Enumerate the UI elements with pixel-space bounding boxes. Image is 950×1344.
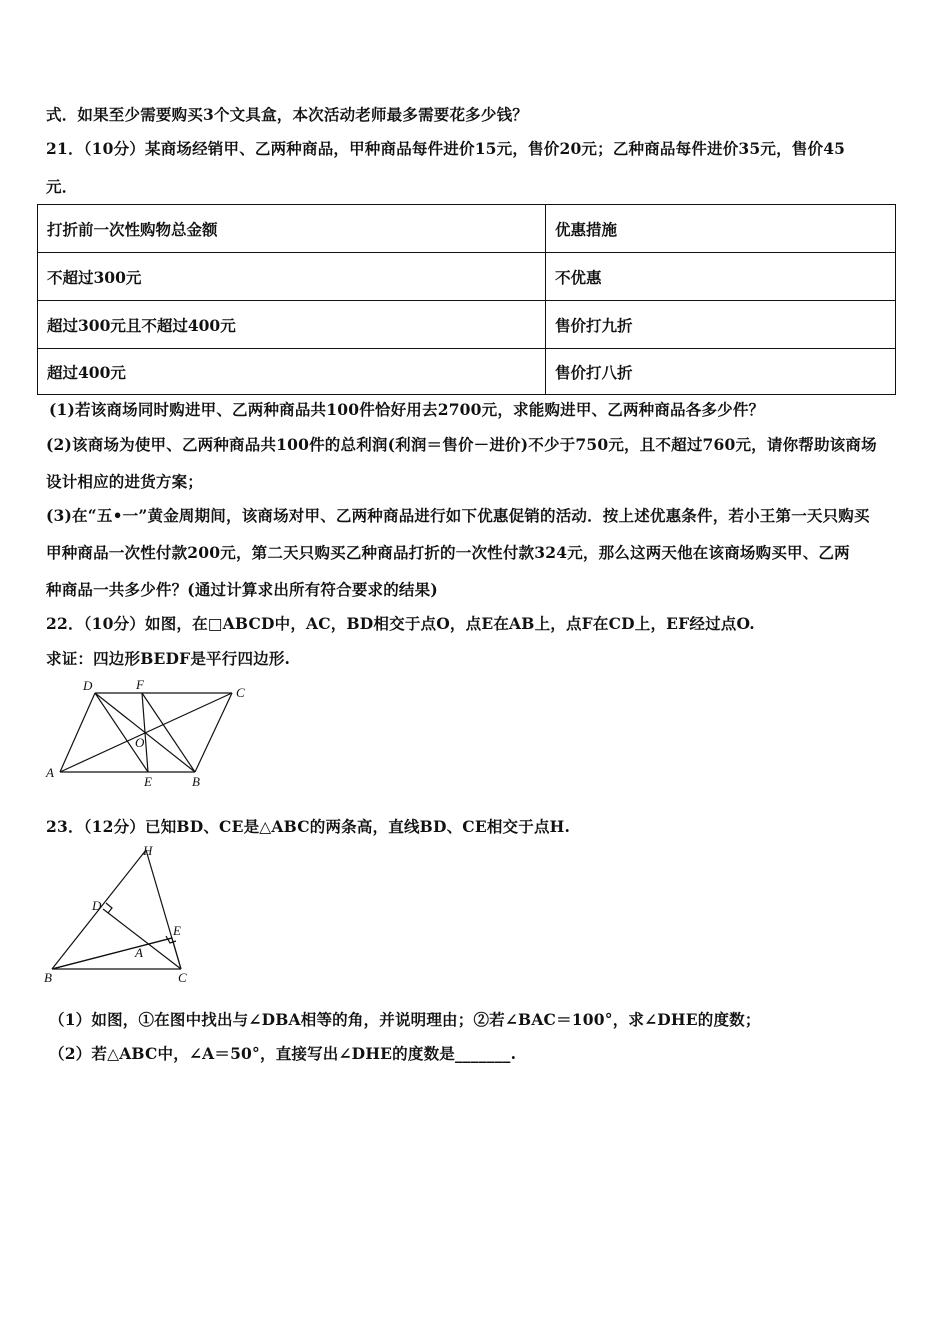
table-row — [38, 301, 895, 349]
q21-part2: (2)该商场为使甲、乙两种商品共100件的总利润(利润＝售价－进价)不少于750元，且不超过760元，请你帮助该商场 — [46, 435, 877, 454]
table-header-row — [38, 205, 895, 253]
altitude-bd-dir — [52, 938, 172, 969]
table-cell: 超过300元且不超过400元 — [38, 301, 546, 348]
discount-table — [37, 204, 896, 395]
label-f: F — [136, 677, 144, 692]
label-a: A — [46, 765, 54, 780]
label-c: C — [236, 685, 245, 700]
q23-stem: 23．（12分）已知BD、CE是△ABC的两条高，直线BD、CE相交于点H. — [46, 817, 571, 836]
q21-part3-cont: 甲种商品一次性付款200元，第二天只购买乙种商品打折的一次性付款324元，那么这两天他在该商场购买甲、乙两 — [46, 543, 850, 562]
label-b: B — [44, 970, 52, 985]
q21-part1: (1)若该商场同时购进甲、乙两种商品共100件恰好用去2700元，求能购进甲、乙两种商品各多少件？ — [49, 400, 765, 419]
triangle-altitudes-figure — [40, 842, 200, 987]
side-ad — [60, 693, 95, 772]
label-c: C — [178, 970, 187, 985]
label-a: A — [135, 945, 143, 960]
table-cell: 打折前一次性购物总金额 — [38, 205, 546, 252]
table-row — [38, 253, 895, 301]
q22-stem: 22．（10分）如图，在□ABCD中，AC，BD相交于点O，点E在AB上，点F在CD上，EF经过点O. — [46, 614, 755, 633]
table-cell: 超过400元 — [38, 349, 546, 395]
table-cell: 不优惠 — [555, 267, 602, 287]
label-e: E — [173, 923, 181, 938]
q23-part1: （1）如图，①在图中找出与∠DBA相等的角，并说明理由；②若∠BAC＝100°，求∠DHE的度数； — [49, 1010, 761, 1029]
q21-part2-cont: 设计相应的进货方案； — [46, 472, 204, 491]
label-d: D — [92, 898, 102, 913]
side-bc — [195, 693, 232, 772]
segment-de — [95, 693, 148, 772]
table-cell: 售价打八折 — [555, 363, 633, 382]
q22-prove: 求证：四边形BEDF是平行四边形. — [46, 649, 291, 668]
q21-stem: 21．（10分）某商场经销甲、乙两种商品，甲种商品每件进价15元，售价20元；乙种商品每件进价35元，售价45 — [46, 139, 846, 158]
table-row — [38, 349, 895, 395]
segment-fb — [142, 693, 195, 772]
q21-part3: (3)在“五•一”黄金周期间，该商场对甲、乙两种商品进行如下优惠促销的活动．按上述优惠条件，若小王第一天只购买 — [46, 506, 870, 525]
text-line: 式．如果至少需要购买3个文具盒，本次活动老师最多需要花多少钱？ — [46, 105, 528, 124]
label-d: D — [83, 678, 93, 693]
label-b: B — [192, 774, 200, 789]
q23-part2: （2）若△ABC中，∠A＝50°，直接写出∠DHE的度数是_______. — [49, 1044, 517, 1063]
label-o: O — [135, 735, 145, 750]
table-cell: 不超过300元 — [38, 253, 546, 300]
q21-stem-cont: 元． — [46, 177, 78, 196]
parallelogram-figure — [40, 676, 260, 791]
table-cell: 优惠措施 — [555, 219, 618, 239]
label-h: H — [143, 843, 153, 858]
table-cell: 售价打九折 — [555, 315, 633, 335]
diagonal-ac — [60, 693, 232, 772]
side-ac — [172, 938, 181, 969]
q21-part3-cont2: 种商品一共多少件？(通过计算求出所有符合要求的结果) — [46, 580, 438, 599]
label-e: E — [144, 774, 152, 789]
